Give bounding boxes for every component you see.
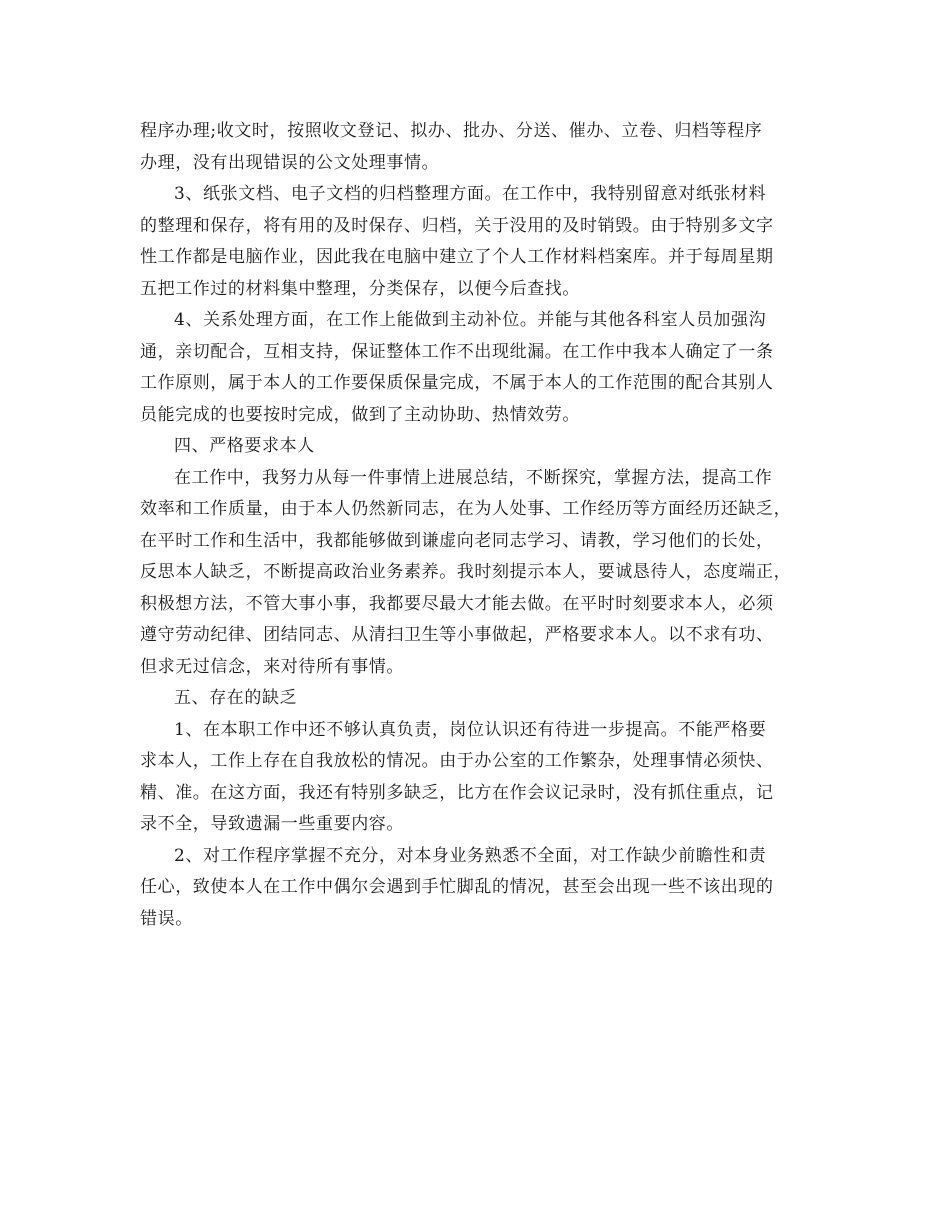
text-line: 求本人，工作上存在自我放松的情况。由于办公室的工作繁杂，处理事情必须快、	[140, 751, 774, 771]
text-line: 精、准。在这方面，我还有特别多缺乏，比方在作会议记录时，没有抓住重点，记	[140, 782, 774, 803]
paragraph-item-3: 3、纸张文档、电子文档的归档整理方面。在工作中，我特别留意对纸张材料	[174, 184, 767, 204]
text-line: 程序办理;收文时，按照收文登记、拟办、批办、分送、催办、立卷、归档等程序	[140, 121, 763, 141]
paragraph-item-1: 1、在本职工作中还不够认真负责，岗位认识还有待进一步提高。不能严格要	[174, 719, 767, 740]
section-heading-4: 四、严格要求本人	[174, 436, 315, 456]
text-line: 五把工作过的材料集中整理，分类保存，以便今后查找。	[140, 278, 580, 299]
paragraph-item-2: 2、对工作程序掌握不充分，对本身业务熟悉不全面，对工作缺少前瞻性和责	[174, 845, 767, 866]
text-line: 积极想方法，不管大事小事，我都要尽最大才能去做。在平时时刻要求本人，必须	[140, 593, 774, 614]
text-line: 工作原则，属于本人的工作要保质保量完成，不属于本人的工作范围的配合其别人	[140, 373, 774, 393]
text-line: 在平时工作和生活中，我都能够做到谦虚向老同志学习、请教，学习他们的长处，	[140, 530, 774, 551]
paragraph-start: 在工作中，我努力从每一件事情上进展总结，不断探究，掌握方法，提高工作	[174, 467, 773, 488]
text-line: 性工作都是电脑作业，因此我在电脑中建立了个人工作材料档案库。并于每周星期	[140, 247, 774, 267]
text-line: 错误。	[140, 908, 193, 929]
text-line: 遵守劳动纪律、团结同志、从清扫卫生等小事做起，严格要求本人。以不求有功、	[140, 625, 774, 645]
text-line: 但求无过信念，来对待所有事情。	[140, 656, 404, 677]
document-body	[140, 116, 830, 935]
section-heading-5: 五、存在的缺乏	[174, 688, 298, 708]
text-line: 员能完成的也要按时完成，做到了主动协助、热情效劳。	[140, 404, 580, 425]
text-line: 效率和工作质量，由于本人仍然新同志，在为人处事、工作经历等方面经历还缺乏，	[140, 499, 792, 519]
text-line: 任心，致使本人在工作中偶尔会遇到手忙脚乱的情况，甚至会出现一些不该出现的	[140, 877, 774, 897]
text-line: 反思本人缺乏，不断提高政治业务素养。我时刻提示本人，要诚恳待人，态度端正，	[140, 562, 792, 582]
text-line: 办理，没有出现错误的公文处理事情。	[140, 152, 440, 173]
text-line: 的整理和保存，将有用的及时保存、归档，关于没用的及时销毁。由于特别多文字	[140, 215, 774, 236]
paragraph-item-4: 4、关系处理方面，在工作上能做到主动补位。并能与其他各科室人员加强沟	[174, 310, 767, 330]
text-line: 录不全，导致遗漏一些重要内容。	[140, 814, 404, 834]
text-line: 通，亲切配合，互相支持，保证整体工作不出现纰漏。在工作中我本人确定了一条	[140, 341, 774, 362]
